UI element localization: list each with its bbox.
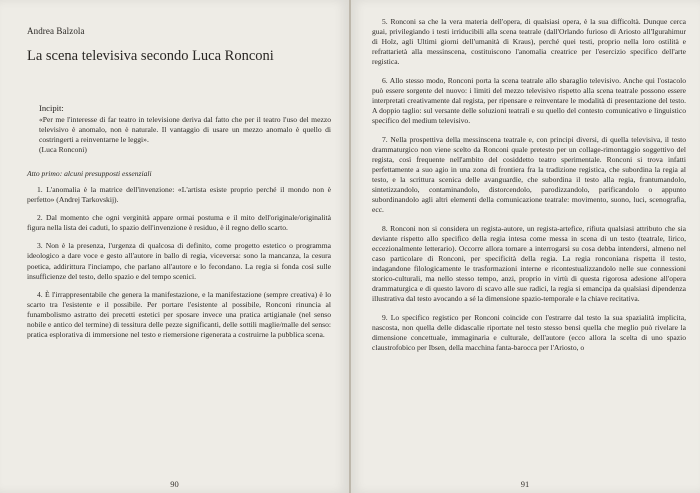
paragraph-6: 6. Allo stesso modo, Ronconi porta la scena teatrale allo sbaraglio televisivo. Anche qui l'ostacolo può essere sorgente del nuovo: i limiti del mezzo televisivo rispetto alla scena teatrale possono essere interpretati creativamente dal regista, per ripensare e reinventare le modalità di presentazione del testo. A doppio taglio: sul versante delle soluzioni teatrali e su quello del contesto comunicativo e linguistico specifico del medium televisivo. (372, 76, 686, 125)
section-heading: Atto primo: alcuni presupposti essenziali (27, 169, 152, 178)
article-title: La scena televisiva secondo Luca Ronconi (27, 48, 274, 64)
paragraph-5: 5. Ronconi sa che la vera materia dell'opera, di qualsiasi opera, è la sua difficoltà. Dunque cerca guai, privilegiando i testi irriducibili alla scena teatrale (dall'Orlando furioso di Ariosto all'Igurahimur di Holz, agli Ultimi giorni dell'umanità di Kraus), perché quei testi, proprio nella loro ostilità e refrattarietà alla messinscena, costituiscono l'anomalia creatrice per l'esercizio specifico dell'arte registica. (372, 17, 686, 66)
running-head-author: Andrea Balzola (27, 26, 85, 36)
page-number-left: 90 (170, 479, 179, 489)
right-page (350, 0, 700, 493)
paragraph-1: 1. L'anomalia è la matrice dell'invenzione: «L'artista esiste proprio perché il mondo non è perfetto» (Andrej Tarkovskij). (27, 185, 331, 205)
paragraph-4: 4. È l'irrappresentabile che genera la manifestazione, e la manifestazione (sempre creativa) è lo scarto tra l'esistente e il possibile. Per portare l'esistente al possibile, Ronconi rinuncia al funambolismo astratto dei precetti estetici per sposare invece una pratica artigianale (nel senso nobile e antico del termine) di tessitura delle pezze significanti, delle sottili maglie/malle del senso: pratica esplorativa di immersione nel testo e riemersione rigenerata a costruirne la pubblica scena. (27, 289, 331, 340)
book-gutter (349, 0, 351, 493)
paragraph-8: 8. Ronconi non si considera un regista-autore, un regista-artefice, rifiuta qualsiasi attributo che sia deviante rispetto allo specifico della regia intesa come messa in scena di un testo (teatrale, lirico, eccezionalmente letterario). Occorre allora tornare a interrogarsi su cosa debba intendersi, almeno nel caso particolare di Ronconi, per specificità della regia. La regia ronconiana rispetta il testo, indagandone filologicamente le trasformazioni interne e ricontestualizzandolo nelle sue connessioni storico-culturali, ma nello stesso tempo, anzi, proprio in virtù di questa rigorosa adesione all'opera drammaturgica e di questo lavoro di scavo alle sue radici, la regia si emancipa da qualsiasi dipendenza illustrativa dal testo avocando a sé la dimensione spazio-temporale e la chiave recitativa. (372, 224, 686, 303)
paragraph-7: 7. Nella prospettiva della messinscena teatrale e, con principi diversi, di quella televisiva, il testo drammaturgico non viene scelto da Ronconi quale pretesto per un collage-rimontaggio soggettivo del regista, così frequente nell'ambito del cosiddetto teatro sperimentale. Ronconi si trova infatti perfettamente a suo agio in una zona di frontiera fra la tradizione registica, che subordina la regia al testo, e la scrittura scenica delle avanguardie, che subordina il testo alla regia, frantumandolo, sintetizzandolo, contaminandolo, distorcendolo, parodizzandolo, parificandolo o appunto subordinandolo agli altri elementi della comunicazione teatrale: movimento, suono, luci, scenografia, ecc. (372, 135, 686, 214)
page-number-right: 91 (520, 479, 530, 489)
incipit-quote: «Per me l'interesse di far teatro in televisione deriva dal fatto che per il teatro l'uso del mezzo televisivo è anomalo, non è naturale. Il vantaggio di usare un mezzo anomalo è quello di costringerti a reinventarne le leggi». (39, 115, 331, 144)
paragraph-3: 3. Non è la presenza, l'urgenza di qualcosa di definito, come progetto estetico o programma ideologico a dare voce e gesto all'autore in ballo di regia, viceversa: sono la mancanza, la cesura poetica, addirittura l'inciampo, che parlano all'autore e lo fecondano. La regia si fonda così sulle insufficienze del testo, dello spazio e del tempo scenici. (27, 241, 331, 281)
paragraph-2: 2. Dal momento che ogni verginità appare ormai postuma e il mito dell'originale/originalità figura nella lista dei caduti, lo spazio dell'invenzione è residuo, è il regno dello scarto. (27, 213, 331, 233)
incipit-label: Incipit: (39, 103, 64, 113)
paragraph-9: 9. Lo specifico registico per Ronconi coincide con l'estrarre dal testo la sua spazialità implicita, nascosta, non quella delle didascalie riportate nel testo stesso bensì quella che meglio può rivelare la dimensione concettuale, immaginaria e culturale, dell'autore (ecco allora la scelta di uno spazio claustrofobico per Ibsen, della macchina fanta-barocca per l'Ariosto, o (372, 313, 686, 352)
incipit-quote-block (39, 115, 331, 155)
incipit-attribution: (Luca Ronconi) (39, 145, 87, 154)
